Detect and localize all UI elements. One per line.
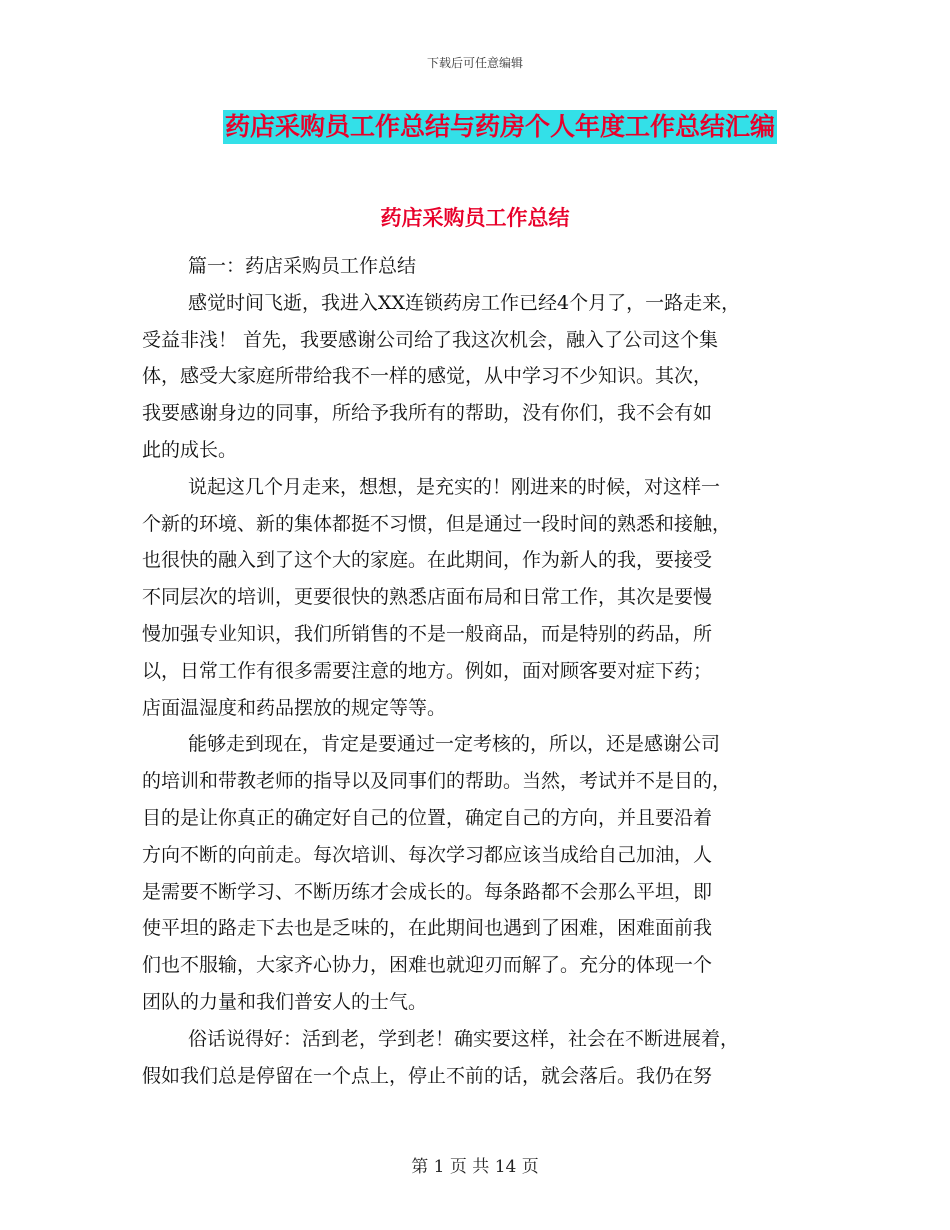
paragraph-line: 假如我们总是停留在一个点上，停止不前的话，就会落后。我仍在努 bbox=[142, 1064, 713, 1087]
paragraph-line: 体，感受大家庭所带给我不一样的感觉，从中学习不少知识。其次， bbox=[142, 365, 713, 388]
paragraph-line: 不同层次的培训，更要很快的熟悉店面布局和日常工作，其次是要慢 bbox=[142, 586, 713, 609]
paragraph-line: 我要感谢身边的同事，所给予我所有的帮助，没有你们，我不会有如 bbox=[142, 402, 713, 425]
body-text bbox=[142, 248, 812, 1094]
paragraph-line: 能够走到现在，肯定是要通过一定考核的，所以，还是感谢公司 bbox=[188, 733, 721, 756]
paragraph-line: 也很快的融入到了这个大的家庭。在此期间，作为新人的我，要接受 bbox=[142, 549, 713, 572]
subheading-line: 篇一：药店采购员工作总结 bbox=[188, 255, 417, 277]
paragraph-line: 店面温湿度和药品摆放的规定等等。 bbox=[142, 696, 447, 719]
main-title: 药店采购员工作总结与药房个人年度工作总结汇编 bbox=[223, 110, 777, 144]
paragraph-line: 的培训和带教老师的指导以及同事们的帮助。当然，考试并不是目的， bbox=[142, 770, 732, 793]
paragraph-line: 们也不服输，大家齐心协力，困难也就迎刃而解了。充分的体现一个 bbox=[142, 954, 713, 977]
section-title: 药店采购员工作总结 bbox=[380, 206, 570, 230]
paragraph-line: 方向不断的向前走。每次培训、每次学习都应该当成给自己加油，人 bbox=[142, 843, 713, 866]
paragraph-line: 是需要不断学习、不断历练才会成长的。每条路都不会那么平坦，即 bbox=[142, 880, 713, 903]
paragraph-line: 俗话说得好：活到老，学到老！确实要这样，社会在不断进展着， bbox=[188, 1027, 740, 1050]
header-note: 下载后可任意编辑 bbox=[426, 56, 523, 70]
paragraph-line: 以，日常工作有很多需要注意的地方。例如，面对顾客要对症下药； bbox=[142, 659, 713, 682]
paragraph-line: 使平坦的路走下去也是乏味的，在此期间也遇到了困难，困难面前我 bbox=[142, 917, 713, 940]
paragraph-line: 目的是让你真正的确定好自己的位置，确定自己的方向，并且要沿着 bbox=[142, 806, 713, 829]
page-number-footer: 第 1 页 共 14 页 bbox=[411, 1157, 539, 1177]
paragraph-line: 感觉时间飞逝，我进入XX连锁药房工作已经4个月了，一路走来， bbox=[188, 291, 741, 314]
paragraph-line: 此的成长。 bbox=[142, 438, 238, 461]
paragraph-line: 慢加强专业知识，我们所销售的不是一般商品，而是特别的药品，所 bbox=[142, 622, 713, 645]
main-title-container bbox=[0, 110, 950, 144]
paragraph-line: 个新的环境、新的集体都挺不习惯，但是通过一段时间的熟悉和接触， bbox=[142, 512, 732, 535]
paragraph-line: 团队的力量和我们普安人的士气。 bbox=[142, 990, 428, 1013]
paragraph-line: 受益非浅！ 首先，我要感谢公司给了我这次机会，融入了公司这个集 bbox=[142, 328, 719, 351]
paragraph-line: 说起这几个月走来，想想，是充实的！刚进来的时候，对这样一 bbox=[188, 475, 721, 498]
